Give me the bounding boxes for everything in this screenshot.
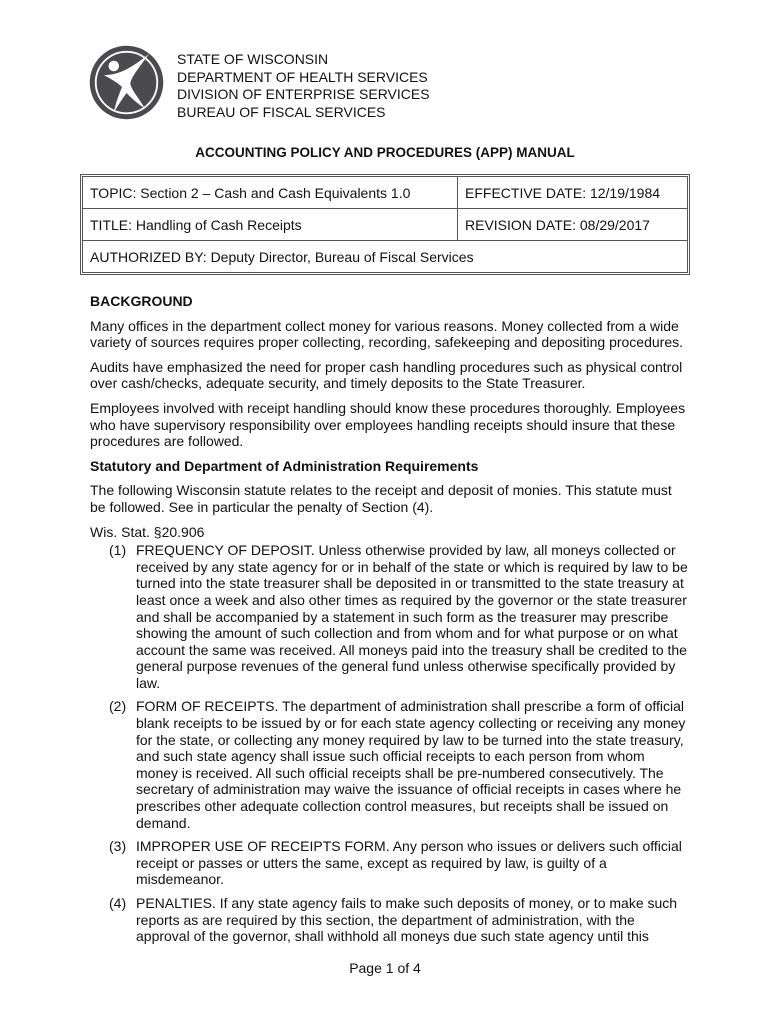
wisconsin-dhs-figure-logo-icon [89,45,164,120]
page-number: Page 1 of 4 [349,960,421,976]
statutory-heading: Statutory and Department of Administration Requirements [90,457,479,474]
authorized-by-cell: AUTHORIZED BY: Deputy Director, Bureau of Fiscal Services [83,241,688,273]
info-row-authorized [83,241,688,273]
statute-item [90,698,690,831]
header-line-bureau: BUREAU OF FISCAL SERVICES [177,103,386,120]
background-paragraph: Audits have emphasized the need for proper cash handling procedures such as physical control over cash/checks, adequate security, and timely deposits to the State Treasurer. [90,358,683,392]
policy-info-table [82,176,688,273]
background-heading: BACKGROUND [90,293,193,309]
statute-item-number: (1) [109,542,127,559]
document-body [90,293,690,952]
header-line-division: DIVISION OF ENTERPRISE SERVICES [177,86,430,102]
background-paragraph: Employees involved with receipt handling should know these procedures thoroughly. Employees who have supervisory responsibility over employees handling receipts should insure that these procedures are followed. [90,399,686,450]
effective-date-cell: EFFECTIVE DATE: 12/19/1984 [458,177,688,209]
agency-header [177,51,430,121]
statute-list [90,542,690,945]
statute-item-number: (4) [109,895,127,911]
statute-item-text: FREQUENCY OF DEPOSIT. Unless otherwise provided by law, all moneys collected or received by any state agency for or in behalf of the state or which is required by law to be turned into the state treasurer shall be deposited in or transmitted to the state treasury at least once a week and also other times as required by the governor or the state treasurer and shall be accompanied by a statement in such form as the treasurer may prescribe showing the amount of such collection and from whom and for what purpose or on what account the same was received. All moneys paid into the treasury shall be credited to the general purpose revenues of the general fund unless otherwise specifically provided by law. [136,542,688,691]
statute-item-text: FORM OF RECEIPTS. The department of administration shall prescribe a form of official blank receipts to be issued by or for each state agency collecting or receiving any money for the state, or collecting any money required by law to be turned into the state treasury, and such state agency shall issue such official receipts to each person from whom money is received. All such official receipts shall be pre-numbered consecutively. The secretary of administration may waive the issuance of official receipts in cases where he prescribes other adequate collection control measures, but receipts shall be issued on demand. [136,698,686,831]
statute-item-number: (3) [109,838,127,855]
statute-item [90,895,690,945]
statute-item-number: (2) [109,698,127,715]
topic-cell: TOPIC: Section 2 – Cash and Cash Equivalents 1.0 [83,177,458,209]
info-row-title [83,209,688,241]
title-cell: TITLE: Handling of Cash Receipts [83,209,458,241]
statute-item [90,542,690,691]
header-line-state: STATE OF WISCONSIN [177,51,329,67]
background-paragraph: Many offices in the department collect money for various reasons. Money collected from a wide variety of sources requires proper collecting, recording, safekeeping and depositing procedures. [90,317,684,351]
header-line-department: DEPARTMENT OF HEALTH SERVICES [177,68,428,85]
statute-item [90,838,690,888]
statute-item-text: IMPROPER USE OF RECEIPTS FORM. Any person who issues or delivers such official receipt or passes or utters the same, except as required by law, is guilty of a misdemeanor. [136,838,682,888]
manual-title: ACCOUNTING POLICY AND PROCEDURES (APP) MANUAL [195,145,575,160]
info-row-topic [83,177,688,209]
revision-date-cell: REVISION DATE: 08/29/2017 [458,209,688,241]
statute-item-text: PENALTIES. If any state agency fails to make such deposits of money, or to make such reports as are required by this section, the department of administration, with the approval of the governor, shall withhold all moneys due such state agency until this [136,895,678,945]
statutory-intro: The following Wisconsin statute relates to the receipt and deposit of monies. This statute must be followed. See in particular the penalty of Section (4). [90,482,672,515]
statute-citation: Wis. Stat. §20.906 [90,523,205,540]
